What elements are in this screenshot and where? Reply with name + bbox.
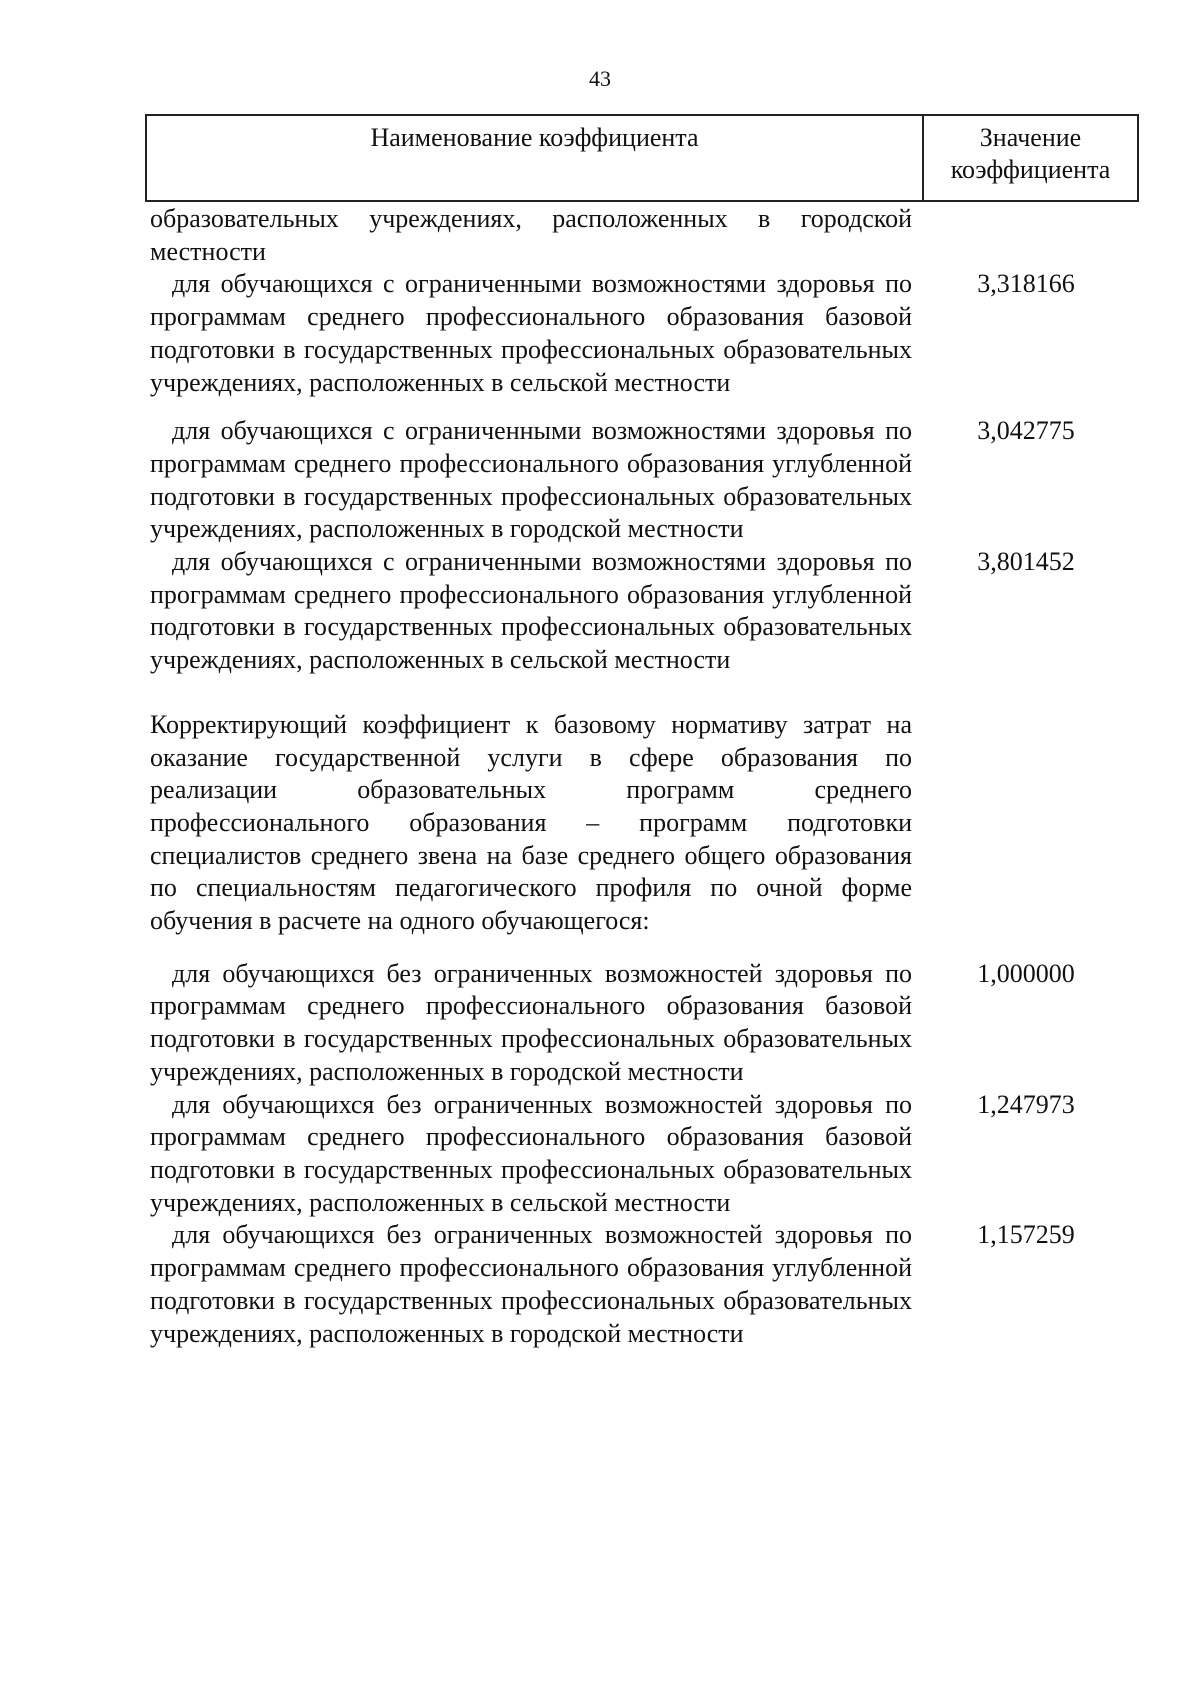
row-description: для обучающихся с ограниченными возможностями здоровья по программам среднего профессионального образования углубленной подготовки в государственных профессиональных образовательных учреждениях, расположенных в городской местности: [150, 416, 912, 544]
coefficient-table-body: [150, 203, 1140, 1350]
row-value: 3,318166: [977, 269, 1075, 299]
section-heading-row: [150, 709, 1140, 938]
row-description: для обучающихся с ограниченными возможностями здоровья по программам среднего профессионального образования углубленной подготовки в государственных профессиональных образовательных учреждениях, расположенных в сельской местности: [150, 547, 912, 675]
table-row: [150, 203, 1140, 268]
row-description: для обучающихся без ограниченных возможностей здоровья по программам среднего профессионального образования базовой подготовки в государственных профессиональных образовательных учреждениях, расположенных в городской местности: [150, 958, 912, 1086]
row-spacer: [150, 399, 1140, 415]
row-value: 1,247973: [977, 1089, 1075, 1119]
row-description: для обучающихся с ограниченными возможностями здоровья по программам среднего профессионального образования базовой подготовки в государственных профессиональных образовательных учреждениях, расположенных в сельской местности: [150, 269, 912, 397]
row-description: для обучающихся без ограниченных возможностей здоровья по программам среднего профессионального образования углубленной подготовки в государственных профессиональных образовательных учреждениях, расположенных в городской местности: [150, 1220, 912, 1348]
table-row: [150, 268, 1140, 399]
table-row: [150, 415, 1140, 546]
section-spacer: [150, 677, 1140, 709]
row-value: 1,000000: [977, 958, 1075, 988]
table-header: [145, 114, 1139, 202]
row-value: 3,801452: [977, 547, 1075, 577]
header-coefficient-value: Значение коэффициента: [950, 123, 1111, 184]
table-row: [150, 1089, 1140, 1220]
row-value: 3,042775: [977, 416, 1075, 446]
table-row: [150, 958, 1140, 1089]
header-coefficient-name: Наименование коэффициента: [370, 123, 699, 152]
row-description: для обучающихся без ограниченных возможностей здоровья по программам среднего профессионального образования базовой подготовки в государственных профессиональных образовательных учреждениях, расположенных в сельской местности: [150, 1089, 912, 1217]
row-description: образовательных учреждениях, расположенных в городской местности: [150, 204, 912, 266]
section-spacer: [150, 938, 1140, 958]
table-row: [150, 1219, 1140, 1350]
page-number: 43: [589, 66, 611, 91]
row-value: 1,157259: [977, 1220, 1075, 1250]
section-heading: Корректирующий коэффициент к базовому нормативу затрат на оказание государственной услуги в сфере образования по реализации образовательных программ среднего профессионального образования – программ подготовки специалистов среднего звена на базе среднего общего образования по специальностям педагогического профиля по очной форме обучения в расчете на одного обучающегося:: [150, 709, 912, 936]
table-row: [150, 546, 1140, 677]
